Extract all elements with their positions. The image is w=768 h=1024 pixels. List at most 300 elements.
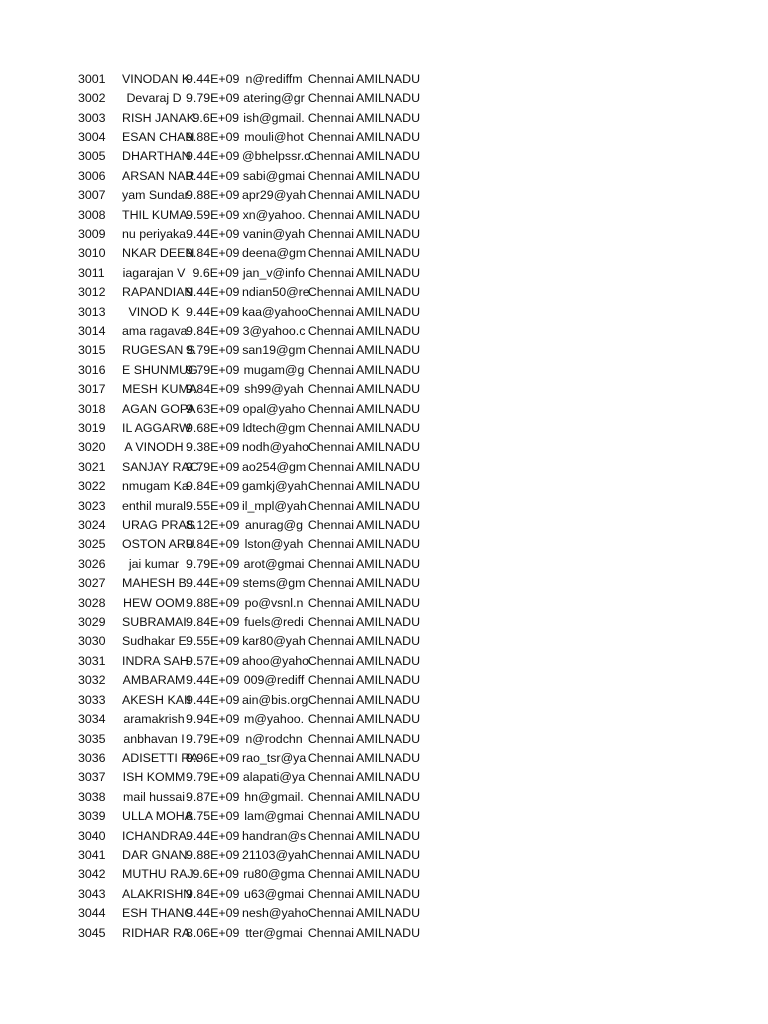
cell-name: ICHANDRA <box>122 828 187 843</box>
cell-phone: 9.44E+09 <box>186 149 240 164</box>
cell-phone: 9.84E+09 <box>186 479 240 494</box>
cell-city: Chennai <box>307 770 354 785</box>
cell-state: AMILNADU <box>356 673 421 688</box>
cell-name: nu periyaka <box>122 226 187 241</box>
cell-name: SANJAY RAC <box>122 459 199 474</box>
table-row <box>78 457 428 476</box>
cell-id: 3027 <box>78 576 106 591</box>
cell-id: 3035 <box>78 731 106 746</box>
cell-email: sh99@yah <box>244 382 304 397</box>
cell-state: AMILNADU <box>356 285 421 300</box>
cell-name: URAG PRAS <box>122 518 195 533</box>
cell-phone: 9.6E+09 <box>192 867 239 882</box>
cell-phone: 9.38E+09 <box>186 440 240 455</box>
cell-id: 3038 <box>78 789 106 804</box>
cell-email: alapati@ya <box>242 770 306 785</box>
cell-state: AMILNADU <box>356 110 421 125</box>
cell-state: AMILNADU <box>356 828 421 843</box>
cell-state: AMILNADU <box>356 382 421 397</box>
cell-state: AMILNADU <box>356 518 421 533</box>
cell-id: 3020 <box>78 440 106 455</box>
cell-city: Chennai <box>307 634 354 649</box>
cell-name: VINODAN K <box>122 71 191 86</box>
cell-phone: 9.44E+09 <box>186 285 240 300</box>
cell-name: RIDHAR RA <box>122 925 191 940</box>
cell-email: gamkj@yah <box>242 479 308 494</box>
cell-id: 3037 <box>78 770 106 785</box>
cell-phone: 9.94E+09 <box>186 712 240 727</box>
cell-id: 3040 <box>78 828 106 843</box>
cell-city: Chennai <box>307 828 354 843</box>
cell-state: AMILNADU <box>356 362 421 377</box>
cell-name: ama ragava <box>122 323 188 338</box>
cell-state: AMILNADU <box>356 343 421 358</box>
cell-name: VINOD K <box>128 304 180 319</box>
cell-phone: 9.84E+09 <box>186 886 240 901</box>
cell-email: ldtech@gm <box>242 421 306 436</box>
cell-name: A VINODH <box>124 440 184 455</box>
cell-id: 3001 <box>78 71 106 86</box>
cell-state: AMILNADU <box>356 731 421 746</box>
cell-id: 3025 <box>78 537 106 552</box>
cell-name: RUGESAN S <box>122 343 195 358</box>
cell-city: Chennai <box>307 110 354 125</box>
cell-state: AMILNADU <box>356 925 421 940</box>
cell-city: Chennai <box>307 382 354 397</box>
cell-state: AMILNADU <box>356 459 421 474</box>
cell-city: Chennai <box>307 168 354 183</box>
cell-id: 3005 <box>78 149 106 164</box>
cell-email: deena@gm <box>242 246 307 261</box>
cell-city: Chennai <box>307 595 354 610</box>
cell-email: stems@gm <box>242 576 306 591</box>
cell-name: ESH THANC <box>122 906 194 921</box>
cell-state: AMILNADU <box>356 886 421 901</box>
cell-email: n@rodchn <box>245 731 303 746</box>
cell-phone: 9.79E+09 <box>186 362 240 377</box>
cell-email: lston@yah <box>244 537 304 552</box>
cell-city: Chennai <box>307 750 354 765</box>
cell-id: 3003 <box>78 110 106 125</box>
table-row <box>78 554 428 573</box>
cell-id: 3024 <box>78 518 106 533</box>
table-row <box>78 302 428 321</box>
cell-state: AMILNADU <box>356 615 421 630</box>
table-row <box>78 205 428 224</box>
cell-name: MESH KUMA <box>122 382 198 397</box>
cell-city: Chennai <box>307 71 354 86</box>
table-row <box>78 166 428 185</box>
cell-state: AMILNADU <box>356 440 421 455</box>
cell-state: AMILNADU <box>356 207 421 222</box>
cell-phone: 9.63E+09 <box>186 401 240 416</box>
table-row <box>78 806 428 825</box>
table-row <box>78 690 428 709</box>
cell-phone: 9.6E+09 <box>192 110 239 125</box>
cell-state: AMILNADU <box>356 809 421 824</box>
cell-email: ao254@gm <box>242 459 307 474</box>
cell-city: Chennai <box>307 847 354 862</box>
cell-id: 3036 <box>78 750 106 765</box>
cell-state: AMILNADU <box>356 226 421 241</box>
cell-phone: 9.44E+09 <box>186 906 240 921</box>
cell-name: aramakrish <box>123 712 185 727</box>
table-row <box>78 632 428 651</box>
cell-city: Chennai <box>307 188 354 203</box>
cell-city: Chennai <box>307 673 354 688</box>
cell-name: SUBRAMAI <box>122 615 187 630</box>
cell-id: 3009 <box>78 226 106 241</box>
cell-id: 3041 <box>78 847 106 862</box>
cell-id: 3039 <box>78 809 106 824</box>
cell-email: hn@gmail. <box>244 789 304 804</box>
cell-email: 21103@yah <box>242 847 309 862</box>
cell-name: DHARTHAN <box>122 149 191 164</box>
table-row <box>78 709 428 728</box>
cell-name: mail hussai <box>123 789 185 804</box>
cell-state: AMILNADU <box>356 421 421 436</box>
cell-email: m@yahoo. <box>243 712 305 727</box>
cell-email: kaa@yahoo <box>242 304 309 319</box>
cell-email: tter@gmai <box>245 925 303 940</box>
cell-city: Chennai <box>307 789 354 804</box>
cell-name: DAR GNAN <box>122 847 188 862</box>
table-row <box>78 787 428 806</box>
cell-phone: 9.44E+09 <box>186 576 240 591</box>
cell-phone: 9.59E+09 <box>186 207 240 222</box>
cell-state: AMILNADU <box>356 479 421 494</box>
cell-name: Sudhakar E <box>122 634 187 649</box>
cell-city: Chennai <box>307 246 354 261</box>
cell-state: AMILNADU <box>356 265 421 280</box>
cell-phone: 9.79E+09 <box>186 556 240 571</box>
cell-state: AMILNADU <box>356 789 421 804</box>
table-row <box>78 903 428 922</box>
table-row <box>78 651 428 670</box>
table-row <box>78 185 428 204</box>
cell-phone: 9.84E+09 <box>186 537 240 552</box>
table-row <box>78 69 428 88</box>
cell-phone: 9.84E+09 <box>186 323 240 338</box>
cell-state: AMILNADU <box>356 323 421 338</box>
cell-phone: 8.75E+09 <box>186 809 240 824</box>
cell-id: 3026 <box>78 556 106 571</box>
cell-email: anurag@g <box>244 518 304 533</box>
spreadsheet-table <box>78 69 428 942</box>
cell-state: AMILNADU <box>356 91 421 106</box>
cell-email: mugam@g <box>243 362 305 377</box>
table-row <box>78 477 428 496</box>
cell-name: iagarajan V <box>122 265 186 280</box>
cell-city: Chennai <box>307 615 354 630</box>
cell-city: Chennai <box>307 906 354 921</box>
table-row <box>78 341 428 360</box>
table-row <box>78 147 428 166</box>
cell-phone: 9.88E+09 <box>186 188 240 203</box>
cell-state: AMILNADU <box>356 576 421 591</box>
cell-email: nesh@yaho <box>242 906 309 921</box>
cell-id: 3030 <box>78 634 106 649</box>
cell-state: AMILNADU <box>356 770 421 785</box>
table-row <box>78 845 428 864</box>
cell-city: Chennai <box>307 498 354 513</box>
cell-city: Chennai <box>307 149 354 164</box>
table-row <box>78 884 428 903</box>
table-row <box>78 496 428 515</box>
cell-name: enthil mural <box>122 498 187 513</box>
cell-name: NKAR DEEN <box>122 246 195 261</box>
cell-state: AMILNADU <box>356 149 421 164</box>
cell-email: 3@yahoo.c <box>242 323 306 338</box>
cell-name: ALAKRISHN <box>122 886 193 901</box>
table-row <box>78 244 428 263</box>
cell-state: AMILNADU <box>356 653 421 668</box>
cell-name: AGAN GOPA <box>122 401 196 416</box>
cell-id: 3044 <box>78 906 106 921</box>
cell-state: AMILNADU <box>356 906 421 921</box>
table-row <box>78 729 428 748</box>
cell-name: OSTON ARU <box>122 537 195 552</box>
cell-phone: 9.44E+09 <box>186 168 240 183</box>
cell-city: Chennai <box>307 537 354 552</box>
cell-email: opal@yaho <box>242 401 306 416</box>
cell-id: 3012 <box>78 285 106 300</box>
cell-id: 3016 <box>78 362 106 377</box>
cell-state: AMILNADU <box>356 168 421 183</box>
cell-state: AMILNADU <box>356 556 421 571</box>
cell-phone: 9.55E+09 <box>186 634 240 649</box>
cell-id: 3018 <box>78 401 106 416</box>
cell-email: vanin@yah <box>242 226 306 241</box>
cell-state: AMILNADU <box>356 595 421 610</box>
cell-name: ISH KOMM <box>122 770 186 785</box>
cell-state: AMILNADU <box>356 71 421 86</box>
cell-phone: 8.12E+09 <box>186 518 240 533</box>
cell-id: 3011 <box>78 265 105 280</box>
cell-email: n@rediffm <box>245 71 303 86</box>
table-row <box>78 865 428 884</box>
cell-id: 3021 <box>78 459 106 474</box>
cell-email: kar80@yah <box>242 634 306 649</box>
cell-name: RISH JANAK <box>122 110 195 125</box>
table-row <box>78 515 428 534</box>
cell-city: Chennai <box>307 265 354 280</box>
cell-state: AMILNADU <box>356 634 421 649</box>
cell-name: INDRA SAH <box>122 653 189 668</box>
cell-email: ru80@gma <box>243 867 305 882</box>
cell-city: Chennai <box>307 809 354 824</box>
cell-city: Chennai <box>307 576 354 591</box>
table-row <box>78 748 428 767</box>
cell-email: san19@gm <box>242 343 306 358</box>
cell-city: Chennai <box>307 692 354 707</box>
cell-name: RAPANDIAN <box>122 285 194 300</box>
table-row <box>78 108 428 127</box>
cell-phone: 9.88E+09 <box>186 129 240 144</box>
cell-id: 3033 <box>78 692 106 707</box>
cell-name: MAHESH B <box>122 576 187 591</box>
cell-id: 3034 <box>78 712 106 727</box>
cell-email: xn@yahoo. <box>242 207 306 222</box>
cell-city: Chennai <box>307 401 354 416</box>
table-row <box>78 399 428 418</box>
cell-email: apr29@yah <box>242 188 307 203</box>
cell-city: Chennai <box>307 479 354 494</box>
cell-name: IL AGGARW <box>122 421 191 436</box>
cell-email: po@vsnl.n <box>244 595 304 610</box>
cell-id: 3045 <box>78 925 106 940</box>
cell-name: jai kumar <box>128 556 180 571</box>
cell-phone: 9.88E+09 <box>186 847 240 862</box>
cell-state: AMILNADU <box>356 188 421 203</box>
cell-name: ULLA MOHA <box>122 809 193 824</box>
cell-phone: 9.44E+09 <box>186 71 240 86</box>
cell-state: AMILNADU <box>356 847 421 862</box>
cell-email: jan_v@info <box>242 265 306 280</box>
cell-city: Chennai <box>307 459 354 474</box>
table-row <box>78 127 428 146</box>
cell-email: ahoo@yaho <box>242 653 310 668</box>
cell-city: Chennai <box>307 925 354 940</box>
cell-id: 3017 <box>78 382 106 397</box>
table-row <box>78 321 428 340</box>
cell-state: AMILNADU <box>356 692 421 707</box>
cell-email: atering@gr <box>243 91 305 106</box>
cell-city: Chennai <box>307 867 354 882</box>
cell-id: 3031 <box>78 653 106 668</box>
table-row <box>78 88 428 107</box>
cell-city: Chennai <box>307 653 354 668</box>
cell-email: ndian50@re <box>242 285 310 300</box>
cell-id: 3006 <box>78 168 106 183</box>
cell-email: ain@bis.org <box>242 692 309 707</box>
cell-id: 3022 <box>78 479 106 494</box>
cell-state: AMILNADU <box>356 712 421 727</box>
cell-phone: 9.44E+09 <box>186 828 240 843</box>
cell-state: AMILNADU <box>356 498 421 513</box>
cell-email: 009@rediff <box>243 673 305 688</box>
cell-city: Chennai <box>307 440 354 455</box>
cell-name: AKESH KAII <box>122 692 191 707</box>
cell-phone: 9.84E+09 <box>186 382 240 397</box>
cell-id: 3010 <box>78 246 106 261</box>
cell-city: Chennai <box>307 886 354 901</box>
cell-city: Chennai <box>307 285 354 300</box>
cell-id: 3013 <box>78 304 106 319</box>
table-row <box>78 535 428 554</box>
cell-name: ARSAN NAR <box>122 168 195 183</box>
cell-phone: 9.79E+09 <box>186 91 240 106</box>
table-row <box>78 380 428 399</box>
table-row <box>78 438 428 457</box>
cell-phone: 8.06E+09 <box>186 925 240 940</box>
table-row <box>78 593 428 612</box>
cell-email: lam@gmai <box>244 809 304 824</box>
table-row <box>78 768 428 787</box>
cell-id: 3023 <box>78 498 106 513</box>
cell-id: 3042 <box>78 867 106 882</box>
cell-phone: 9.88E+09 <box>186 595 240 610</box>
cell-id: 3019 <box>78 421 106 436</box>
cell-phone: 9.87E+09 <box>186 789 240 804</box>
cell-city: Chennai <box>307 207 354 222</box>
cell-id: 3028 <box>78 595 106 610</box>
cell-id: 3032 <box>78 673 106 688</box>
table-row <box>78 671 428 690</box>
cell-city: Chennai <box>307 518 354 533</box>
cell-email: ish@gmail. <box>243 110 305 125</box>
cell-phone: 9.44E+09 <box>186 304 240 319</box>
cell-city: Chennai <box>307 421 354 436</box>
cell-id: 3015 <box>78 343 106 358</box>
cell-phone: 9.44E+09 <box>186 673 240 688</box>
cell-email: u63@gmai <box>243 886 305 901</box>
cell-city: Chennai <box>307 712 354 727</box>
cell-email: rao_tsr@ya <box>242 750 307 765</box>
cell-city: Chennai <box>307 323 354 338</box>
cell-name: yam Sundar <box>122 188 189 203</box>
table-row <box>78 923 428 942</box>
cell-state: AMILNADU <box>356 304 421 319</box>
cell-name: THIL KUMA <box>122 207 188 222</box>
cell-city: Chennai <box>307 343 354 358</box>
cell-state: AMILNADU <box>356 401 421 416</box>
cell-phone: 9.55E+09 <box>186 498 240 513</box>
cell-city: Chennai <box>307 129 354 144</box>
cell-name: ADISETTI RA <box>122 750 199 765</box>
cell-id: 3007 <box>78 188 106 203</box>
cell-state: AMILNADU <box>356 750 421 765</box>
cell-phone: 9.79E+09 <box>186 731 240 746</box>
cell-phone: 9.57E+09 <box>186 653 240 668</box>
cell-phone: 9.44E+09 <box>186 226 240 241</box>
cell-name: anbhavan I <box>123 731 185 746</box>
cell-id: 3002 <box>78 91 106 106</box>
cell-phone: 9.84E+09 <box>186 615 240 630</box>
table-row <box>78 612 428 631</box>
cell-phone: 9.68E+09 <box>186 421 240 436</box>
cell-city: Chennai <box>307 304 354 319</box>
cell-phone: 9.84E+09 <box>186 246 240 261</box>
table-row <box>78 282 428 301</box>
table-row <box>78 574 428 593</box>
cell-city: Chennai <box>307 226 354 241</box>
cell-id: 3029 <box>78 615 106 630</box>
cell-phone: 9.44E+09 <box>186 692 240 707</box>
cell-phone: 9.79E+09 <box>186 770 240 785</box>
cell-city: Chennai <box>307 362 354 377</box>
cell-email: handran@s <box>242 828 307 843</box>
cell-name: E SHUNMUG <box>122 362 198 377</box>
cell-city: Chennai <box>307 556 354 571</box>
cell-email: nodh@yaho <box>242 440 310 455</box>
table-row <box>78 263 428 282</box>
cell-id: 3004 <box>78 129 106 144</box>
cell-state: AMILNADU <box>356 867 421 882</box>
cell-id: 3043 <box>78 886 106 901</box>
cell-phone: 9.96E+09 <box>186 750 240 765</box>
cell-email: il_mpl@yah <box>242 498 307 513</box>
cell-phone: 9.79E+09 <box>186 459 240 474</box>
cell-name: nmugam Ka <box>122 479 189 494</box>
cell-name: ESAN CHAN <box>122 129 195 144</box>
cell-name: HEW OOM <box>123 595 185 610</box>
cell-city: Chennai <box>307 731 354 746</box>
table-row <box>78 418 428 437</box>
cell-state: AMILNADU <box>356 129 421 144</box>
cell-state: AMILNADU <box>356 246 421 261</box>
cell-name: MUTHU RAJ <box>122 867 194 882</box>
